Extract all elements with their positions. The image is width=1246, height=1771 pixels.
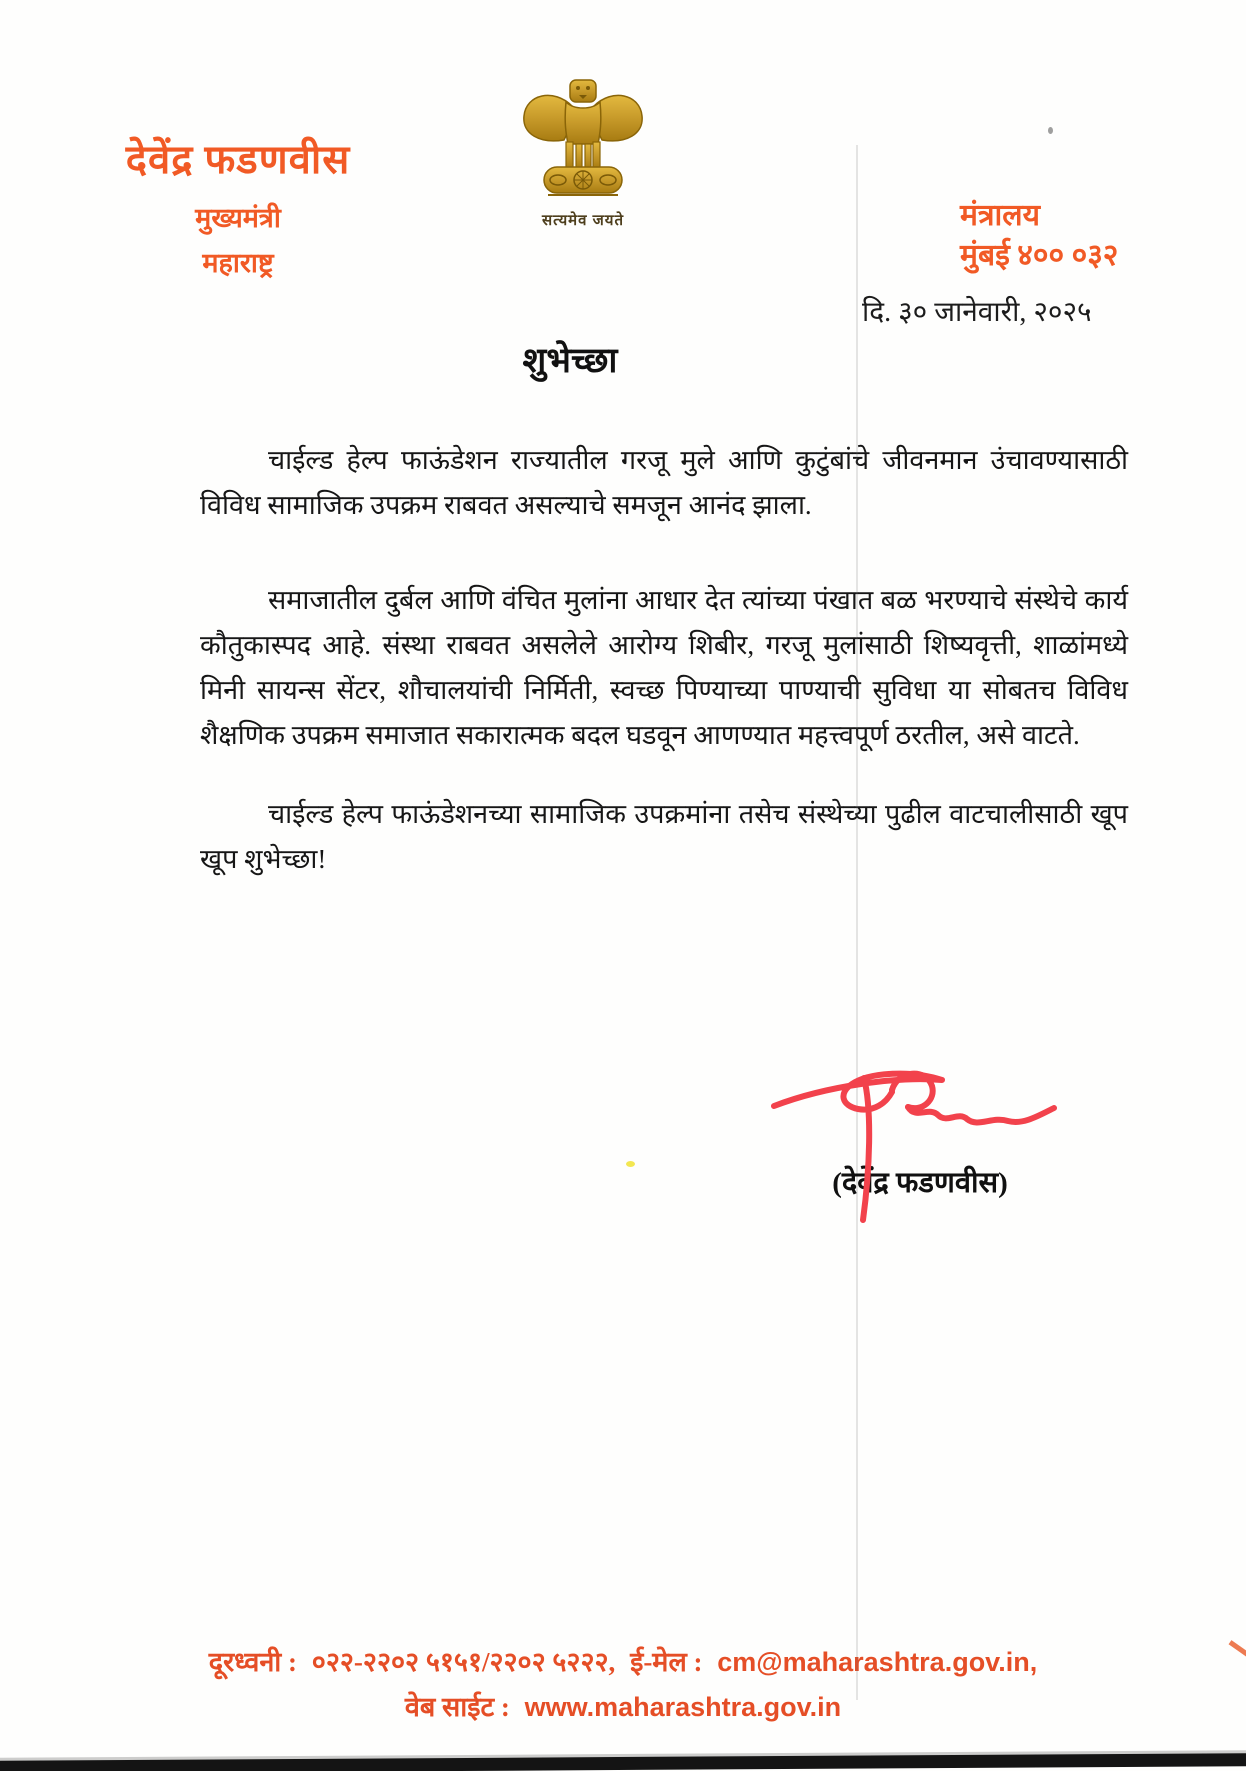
scan-speck-top-right <box>1048 127 1053 134</box>
letterhead-right-block <box>960 196 1200 276</box>
national-emblem-block <box>498 72 668 230</box>
office-address: मुंबई ४०० ०३२ <box>960 239 1119 272</box>
letter-body <box>200 438 1128 916</box>
scan-crease-line <box>856 145 858 1700</box>
letterhead-left-block <box>96 138 380 280</box>
emblem-motto: सत्यमेव जयते <box>541 212 625 229</box>
paragraph-1: चाईल्ड हेल्प फाऊंडेशन राज्यातील गरजू मुले आणि कुटुंबांचे जीवनमान उंचावण्यासाठी विविध सामाजिक उपक्रम राबवत असल्याचे समजून आनंद झाला. <box>200 445 1128 520</box>
signatory-name: (देवेंद्र फडणवीस) <box>832 1167 1008 1199</box>
phone-label: दूरध्वनी : <box>208 1647 298 1677</box>
sender-name: देवेंद्र फडणवीस <box>125 137 351 182</box>
sender-designation: मुख्यमंत्री <box>195 203 281 233</box>
scan-speck-yellow <box>626 1161 635 1167</box>
paragraph-2: समाजातील दुर्बल आणि वंचित मुलांना आधार देत त्यांच्या पंखात बळ भरण्याचे संस्थेचे कार्य कौतुकास्पद आहे. संस्था राबवत असलेले आरोग्य शिबीर, गरजू मुलांसाठी शिष्यवृत्ती, शाळांमध्ये मिनी सायन्स सेंटर, शौचालयांची निर्मिती, स्वच्छ पिण्याच्या पाण्याची सुविधा या सोबतच विविध शैक्षणिक उपक्रम समाजात सकारात्मक बदल घडवून आणण्यात महत्त्वपूर्ण ठरतील, असे वाटते. <box>200 585 1128 750</box>
website-url: www.maharashtra.gov.in <box>524 1692 842 1722</box>
letter-subject: शुभेच्छा <box>522 341 618 380</box>
footer-contact <box>0 1640 1246 1730</box>
email-label: ई-मेल : <box>630 1647 703 1677</box>
ashoka-emblem-icon <box>508 72 658 202</box>
date-line: दि. ३० जानेवारी, २०२५ <box>862 297 1092 328</box>
phone-number: ०२२-२२०२ ५१५१/२२०२ ५२२२, <box>311 1647 616 1677</box>
office-name: मंत्रालय <box>960 199 1041 232</box>
email-address: cm@maharashtra.gov.in, <box>717 1647 1038 1677</box>
footer-line-2 <box>0 1685 1246 1730</box>
website-label: वेब साईट : <box>404 1692 510 1722</box>
paragraph-3: चाईल्ड हेल्प फाऊंडेशनच्या सामाजिक उपक्रमांना तसेच संस्थेच्या पुढील वाटचालीसाठी खूप खूप शुभेच्छा! <box>200 799 1128 874</box>
signature-block <box>766 1048 1076 1238</box>
sender-state: महाराष्ट्र <box>202 248 274 278</box>
footer-line-1 <box>0 1640 1246 1685</box>
signature-icon <box>766 1048 1076 1238</box>
